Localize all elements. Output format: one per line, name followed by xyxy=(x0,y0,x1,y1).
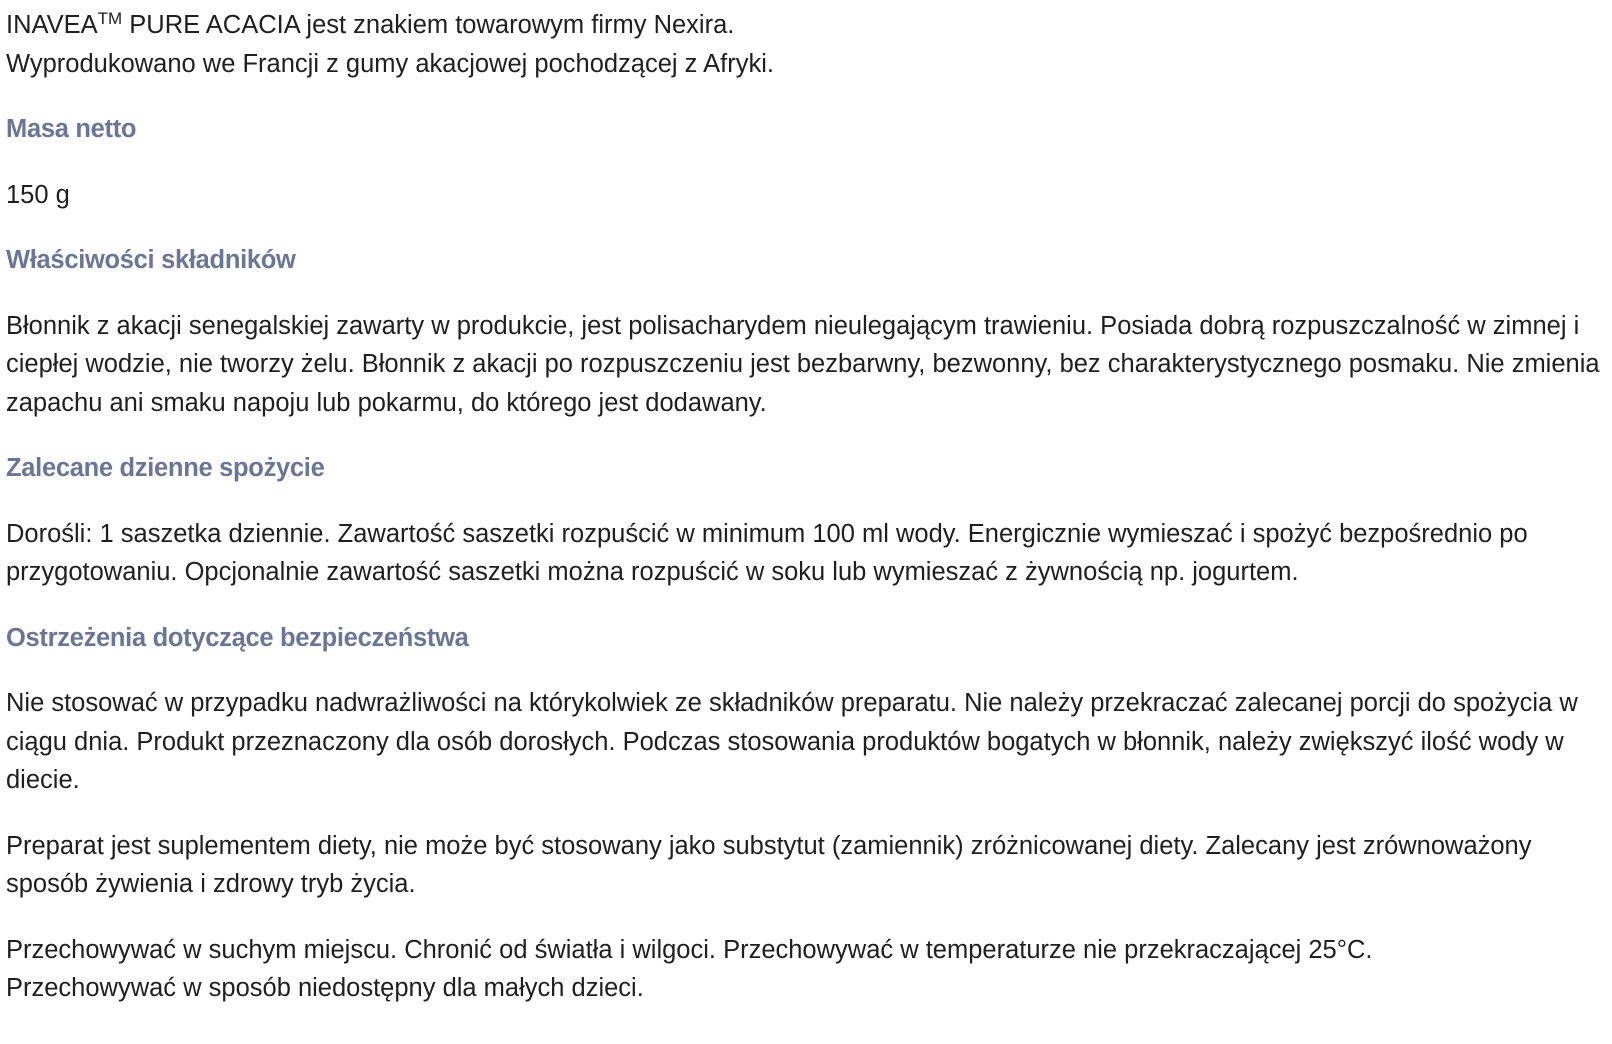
intro-line-1-text: PURE ACACIA jest znakiem towarowym firmy Nexira. xyxy=(122,11,735,39)
storage-paragraph xyxy=(6,931,1600,1008)
trademark-symbol: TM xyxy=(97,9,123,28)
safety-paragraph-2: Preparat jest suplementem diety, nie może być stosowany jako substytut (zamiennik) zróżnicowanej diety. Zalecany jest zrównoważony sposób żywienia i zdrowy tryb życia. xyxy=(6,831,1532,898)
storage-line-2: Przechowywać w sposób niedostępny dla małych dzieci. xyxy=(6,974,644,1002)
brand-name: INAVEA xyxy=(6,11,98,39)
section-heading-daily-intake: Zalecane dzienne spożycie xyxy=(6,454,325,482)
section-heading-safety: Ostrzeżenia dotyczące bezpieczeństwa xyxy=(6,623,469,652)
intro-line-2: Wyprodukowano we Francji z gumy akacjowej pochodzącej z Afryki. xyxy=(6,49,774,78)
safety-paragraph-1: Nie stosować w przypadku nadwrażliwości na którykolwiek ze składników preparatu. Nie należy przekraczać zalecanej porcji do spożycia w ciągu dnia. Produkt przeznaczony dla osób dorosłych. Podczas stosowania produktów bogatych w błonnik, należy zwiększyć ilość wody w diecie. xyxy=(6,689,1578,794)
intro-line-1 xyxy=(6,6,1600,45)
section-heading-properties: Właściwości składników xyxy=(6,246,296,274)
daily-intake-paragraph: Dorośli: 1 saszetka dziennie. Zawartość saszetki rozpuścić w minimum 100 ml wody. Energicznie wymieszać i spożyć bezpośrednio po przygotowaniu. Opcjonalnie zawartość saszetki można rozpuścić w soku lub wymieszać z żywnością np. jogurtem. xyxy=(6,519,1528,586)
section-heading-net-mass: Masa netto xyxy=(6,115,137,143)
properties-paragraph: Błonnik z akacji senegalskiej zawarty w produkcie, jest polisacharydem nieulegającym trawieniu. Posiada dobrą rozpuszczalność w zimnej i ciepłej wodzie, nie tworzy żelu. Błonnik z akacji po rozpuszczeniu jest bezbarwny, bezwonny, bez charakterystycznego posmaku. Nie zmienia zapachu ani smaku napoju lub pokarmu, do którego jest dodawany. xyxy=(6,311,1600,417)
intro-paragraph xyxy=(6,6,1600,83)
storage-line-1: Przechowywać w suchym miejscu. Chronić od światła i wilgoci. Przechowywać w temperaturze nie przekraczającej 25°C. xyxy=(6,935,1373,964)
net-mass-value: 150 g xyxy=(6,180,70,209)
